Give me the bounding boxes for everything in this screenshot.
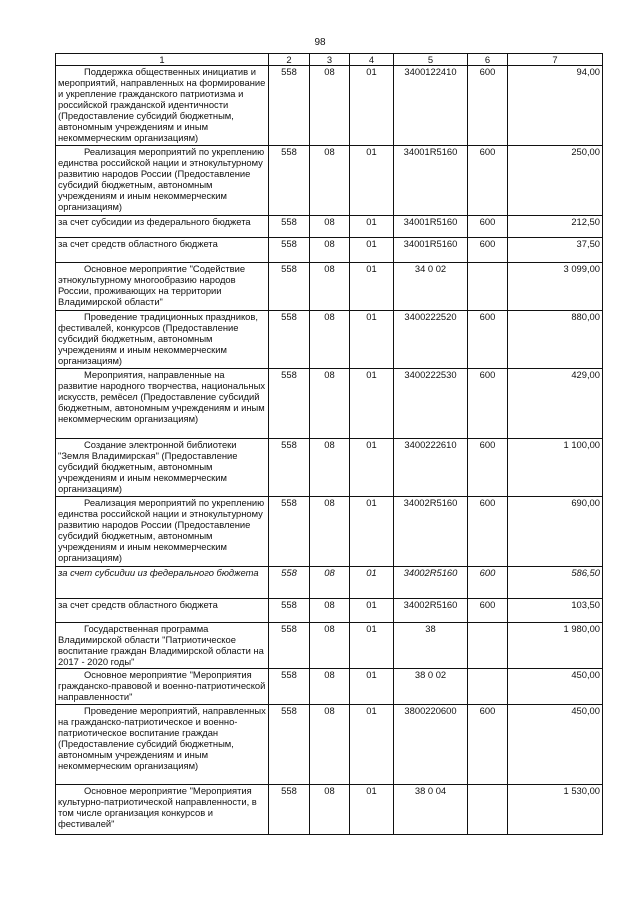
- row-target-article: 34001R5160: [394, 146, 468, 216]
- table-row: [56, 216, 603, 238]
- row-target-article: 34002R5160: [394, 497, 468, 567]
- row-grbs: 558: [269, 216, 310, 238]
- row-grbs: 558: [269, 369, 310, 439]
- row-expense-type: 600: [468, 599, 508, 623]
- row-grbs: 558: [269, 669, 310, 705]
- row-name: за счет средств областного бюджета: [56, 599, 269, 623]
- row-section: 08: [310, 567, 350, 599]
- row-expense-type: 600: [468, 216, 508, 238]
- row-grbs: 558: [269, 238, 310, 263]
- row-expense-type: 600: [468, 66, 508, 146]
- row-name: за счет субсидии из федерального бюджета: [56, 216, 269, 238]
- row-name: Государственная программа Владимирской области "Патриотическое воспитание граждан Владимирской области на 2017 - 2020 годы": [56, 623, 269, 669]
- row-section: 08: [310, 439, 350, 497]
- row-subsection: 01: [350, 497, 394, 567]
- row-subsection: 01: [350, 705, 394, 785]
- row-subsection: 01: [350, 567, 394, 599]
- column-header-6: 6: [468, 54, 508, 66]
- row-name: Проведение мероприятий, направленных на гражданско-патриотическое и военно-патриотическое воспитание граждан (Предоставление субсидий бюджетным, автономным учреждениям и иным некоммерческим организациям): [56, 705, 269, 785]
- row-name: за счет субсидии из федерального бюджета: [56, 567, 269, 599]
- row-grbs: 558: [269, 439, 310, 497]
- row-expense-type: 600: [468, 311, 508, 369]
- row-subsection: 01: [350, 311, 394, 369]
- table-row: [56, 263, 603, 311]
- row-subsection: 01: [350, 623, 394, 669]
- row-target-article: 34002R5160: [394, 567, 468, 599]
- row-subsection: 01: [350, 238, 394, 263]
- row-expense-type: 600: [468, 439, 508, 497]
- row-amount: 3 099,00: [508, 263, 603, 311]
- row-subsection: 01: [350, 439, 394, 497]
- table-row: [56, 497, 603, 567]
- row-expense-type: [468, 785, 508, 835]
- row-name: Основное мероприятие "Содействие этнокультурному многообразию народов России, проживающих на территории Владимирской области": [56, 263, 269, 311]
- row-grbs: 558: [269, 623, 310, 669]
- row-amount: 103,50: [508, 599, 603, 623]
- page-number: 98: [314, 37, 326, 48]
- table-row: [56, 66, 603, 146]
- row-name: Основное мероприятие "Мероприятия культурно-патриотической направленности, в том числе организация конкурсов и фестивалей": [56, 785, 269, 835]
- row-amount: 1 100,00: [508, 439, 603, 497]
- table-row: [56, 238, 603, 263]
- row-subsection: 01: [350, 785, 394, 835]
- row-amount: 586,50: [508, 567, 603, 599]
- column-header-5: 5: [394, 54, 468, 66]
- column-header-4: 4: [350, 54, 394, 66]
- row-name: Реализация мероприятий по укреплению единства российской нации и этнокультурному развитию народов России (Предоставление субсидий бюджетным, автономным учреждениям и иным некоммерческим организациям): [56, 497, 269, 567]
- row-section: 08: [310, 497, 350, 567]
- row-section: 08: [310, 785, 350, 835]
- column-header-1: 1: [56, 54, 269, 66]
- row-expense-type: 600: [468, 146, 508, 216]
- row-target-article: 34001R5160: [394, 216, 468, 238]
- row-target-article: 38: [394, 623, 468, 669]
- table-row: [56, 311, 603, 369]
- row-target-article: 38 0 04: [394, 785, 468, 835]
- row-section: 08: [310, 599, 350, 623]
- row-name: Реализация мероприятий по укреплению единства российской нации и этнокультурному развитию народов России (Предоставление субсидий бюджетным, автономным учреждениям и иным некоммерческим организациям): [56, 146, 269, 216]
- row-subsection: 01: [350, 146, 394, 216]
- row-amount: 450,00: [508, 705, 603, 785]
- table-row: [56, 567, 603, 599]
- row-grbs: 558: [269, 146, 310, 216]
- row-subsection: 01: [350, 66, 394, 146]
- table-header-row: [56, 54, 603, 66]
- row-section: 08: [310, 369, 350, 439]
- row-grbs: 558: [269, 311, 310, 369]
- row-target-article: 3400222530: [394, 369, 468, 439]
- row-subsection: 01: [350, 599, 394, 623]
- row-expense-type: 600: [468, 238, 508, 263]
- row-target-article: 34001R5160: [394, 238, 468, 263]
- row-amount: 1 530,00: [508, 785, 603, 835]
- row-amount: 450,00: [508, 669, 603, 705]
- row-name: Мероприятия, направленные на развитие народного творчества, национальных искусств, ремёсел (Предоставление субсидий бюджетным, автономным учреждениям и иным некоммерческим организациям): [56, 369, 269, 439]
- row-amount: 690,00: [508, 497, 603, 567]
- row-section: 08: [310, 623, 350, 669]
- table-row: [56, 146, 603, 216]
- row-amount: 1 980,00: [508, 623, 603, 669]
- row-expense-type: [468, 669, 508, 705]
- row-expense-type: [468, 263, 508, 311]
- row-grbs: 558: [269, 66, 310, 146]
- column-header-3: 3: [310, 54, 350, 66]
- row-target-article: 34002R5160: [394, 599, 468, 623]
- row-grbs: 558: [269, 567, 310, 599]
- row-amount: 212,50: [508, 216, 603, 238]
- row-grbs: 558: [269, 497, 310, 567]
- row-grbs: 558: [269, 599, 310, 623]
- row-amount: 250,00: [508, 146, 603, 216]
- row-section: 08: [310, 66, 350, 146]
- row-target-article: 3400222520: [394, 311, 468, 369]
- row-target-article: 3800220600: [394, 705, 468, 785]
- table-row: [56, 599, 603, 623]
- row-subsection: 01: [350, 263, 394, 311]
- row-section: 08: [310, 146, 350, 216]
- row-subsection: 01: [350, 216, 394, 238]
- table-row: [56, 705, 603, 785]
- table-row: [56, 785, 603, 835]
- row-section: 08: [310, 263, 350, 311]
- row-expense-type: 600: [468, 497, 508, 567]
- row-section: 08: [310, 311, 350, 369]
- row-grbs: 558: [269, 785, 310, 835]
- row-subsection: 01: [350, 669, 394, 705]
- column-header-2: 2: [269, 54, 310, 66]
- table-row: [56, 439, 603, 497]
- row-section: 08: [310, 216, 350, 238]
- row-section: 08: [310, 705, 350, 785]
- row-name: Основное мероприятие "Мероприятия гражданско-правовой и военно-патриотической направленности": [56, 669, 269, 705]
- row-amount: 429,00: [508, 369, 603, 439]
- row-amount: 880,00: [508, 311, 603, 369]
- row-name: Создание электронной библиотеки "Земля Владимирская" (Предоставление субсидий бюджетным, автономным учреждениям и иным некоммерческим организациям): [56, 439, 269, 497]
- row-subsection: 01: [350, 369, 394, 439]
- row-name: за счет средств областного бюджета: [56, 238, 269, 263]
- row-target-article: 3400222610: [394, 439, 468, 497]
- row-name: Поддержка общественных инициатив и мероприятий, направленных на формирование и укрепление гражданского патриотизма и российской гражданской идентичности (Предоставление субсидий бюджетным, автономным учреждениям и иным некоммерческим организациям): [56, 66, 269, 146]
- row-expense-type: [468, 623, 508, 669]
- row-expense-type: 600: [468, 705, 508, 785]
- row-name: Проведение традиционных праздников, фестивалей, конкурсов (Предоставление субсидий бюджетным, автономным учреждениям и иным некоммерческим организациям): [56, 311, 269, 369]
- row-grbs: 558: [269, 705, 310, 785]
- column-header-7: 7: [508, 54, 603, 66]
- row-amount: 37,50: [508, 238, 603, 263]
- row-target-article: 3400122410: [394, 66, 468, 146]
- table-row: [56, 669, 603, 705]
- row-target-article: 34 0 02: [394, 263, 468, 311]
- budget-table: [55, 53, 603, 835]
- row-target-article: 38 0 02: [394, 669, 468, 705]
- row-grbs: 558: [269, 263, 310, 311]
- row-expense-type: 600: [468, 369, 508, 439]
- row-expense-type: 600: [468, 567, 508, 599]
- row-section: 08: [310, 238, 350, 263]
- row-section: 08: [310, 669, 350, 705]
- row-amount: 94,00: [508, 66, 603, 146]
- table-row: [56, 369, 603, 439]
- table-row: [56, 623, 603, 669]
